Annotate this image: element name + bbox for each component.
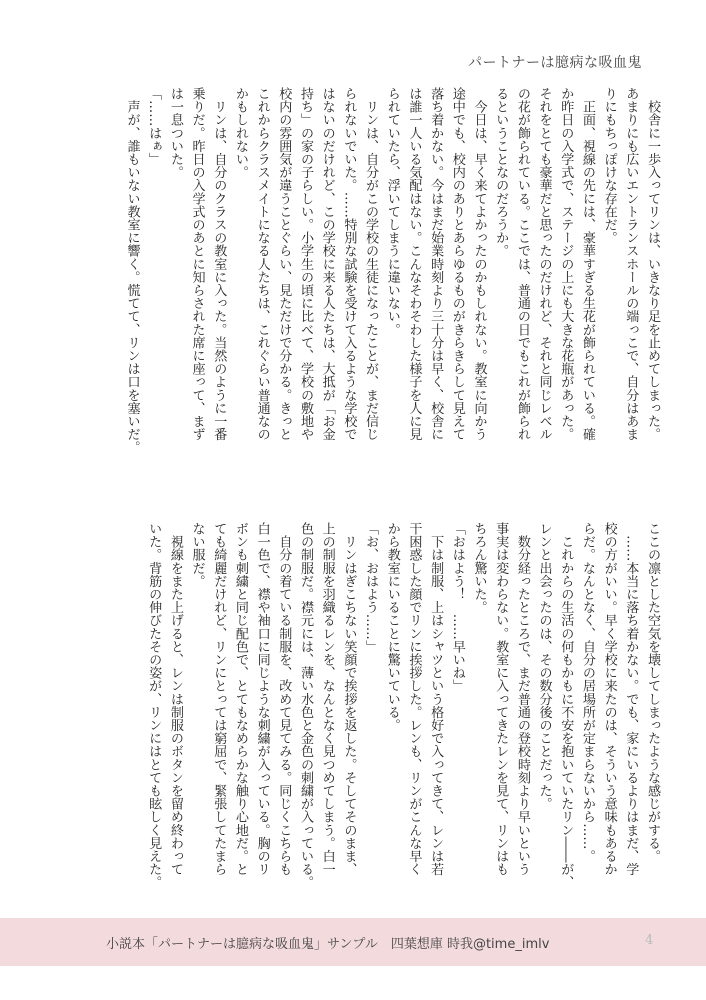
text-line: 校内の雰囲気が違うことぐらい、見ただけで分かる。きっと bbox=[276, 87, 292, 441]
text-line: ない服だ。 bbox=[189, 522, 205, 588]
text-line: 「おはよう！ ……早いね」 bbox=[449, 522, 465, 693]
text-line: るということなのだろうか。 bbox=[493, 87, 509, 258]
text-line: いた。背筋の伸びたその姿が、リンにはとても眩しく見えた。 bbox=[146, 522, 162, 889]
text-line: の花が飾られている。ここでは、普通の日でもこれが飾られ bbox=[514, 87, 530, 441]
text-line: か昨日の入学式で、ステージの上にも大きな花瓶があった。 bbox=[558, 87, 574, 441]
text-line: 白一色で、襟や袖口に同じような刺繍が入っている。胸のリ bbox=[254, 522, 270, 876]
text-line: 校の方がいい。早く学校に来たのは、そういう意味もあるか bbox=[601, 522, 617, 876]
text-line: らだ。なんとなく、自分の居場所が定まらないから……。 bbox=[579, 522, 595, 863]
text-line: それをとても豪華だと思ったのだけれど、それと同じレベル bbox=[536, 87, 552, 441]
text-line: 干困惑した顔でリンに挨拶した。レンも、リンがこんな早く bbox=[406, 522, 422, 876]
text-line: 視線をまた上げると、レンは制服のボタンを留め終わって bbox=[167, 522, 183, 876]
text-line: りにもちっぽけな存在だ。 bbox=[601, 87, 617, 245]
text-line: あまりにも広いエントランスホールの端っこで、自分はあま bbox=[623, 87, 639, 441]
text-line: 校舎に一歩入ってリンは、いきなり足を止めてしまった。 bbox=[645, 87, 660, 441]
text-line: 数分経ったところで、まだ普通の登校時刻より早いという bbox=[514, 522, 530, 876]
text-line: られないでいた。……特別な試験を受けて入るような学校で bbox=[341, 87, 357, 441]
text-line: ちろん驚いた。 bbox=[471, 522, 487, 614]
text-line: 上の制服を羽織るレンを、なんとなく見つめてしまう。白一 bbox=[319, 522, 335, 876]
text-line: リンはぎこちない笑顔で挨拶を返した。そしてそのまま、 bbox=[341, 522, 357, 876]
text-line: これからクラスメイトになる人たちは、これぐらい普通なの bbox=[254, 87, 270, 441]
text-line: 正面、視線の先には、豪華すぎる生花が飾られている。確 bbox=[579, 87, 595, 441]
text-line: から教室にいることに驚いている。 bbox=[384, 522, 400, 732]
text-line: これからの生活の何もかもに不安を抱いていたリン――が、 bbox=[558, 522, 574, 889]
text-line: 「お、おはよう……」 bbox=[363, 522, 379, 653]
footer-band bbox=[0, 918, 706, 966]
footer-credit: 小説本「パートナーは臆病な吸血鬼」サンプル 四葉想庫 時我@time_imlv bbox=[106, 937, 550, 952]
text-line: ……本当に落ち着かない。でも、家にいるよりはまだ、学 bbox=[623, 522, 639, 876]
text-line: 自分の着ている制服を、改めて見てみる。同じくこちらも bbox=[276, 522, 292, 876]
text-line: 色の制服だ。襟元には、薄い水色と金色の刺繍が入っている。 bbox=[298, 522, 313, 889]
text-line: はないのだけれど、この学校に来る人たちは、大抵が「お金 bbox=[319, 87, 335, 441]
text-block-upper bbox=[120, 87, 663, 477]
text-line: ボンも刺繍と同じ配色で、とてもなめらかな触り心地だ。と bbox=[232, 522, 248, 876]
text-line: かもしれない。 bbox=[232, 87, 248, 179]
text-line: 持ち」の家の子らしい。小学生の頃に比べて、学校の敷地や bbox=[298, 87, 313, 441]
text-line: 落ち着かない。今はまだ始業時刻より三十分は早く、校舎に bbox=[428, 87, 444, 441]
text-line: リンは、自分のクラスの教室に入った。当然のように一番 bbox=[211, 87, 227, 441]
text-line: レンと出会ったのは、その数分後のことだった。 bbox=[536, 522, 552, 811]
text-line: 事実は変わらない。教室に入ってきたレンを見て、リンはも bbox=[493, 522, 509, 876]
text-line: ても綺麗だけれど、リンにとっては窮屈で、緊張してたまら bbox=[211, 522, 227, 876]
text-line: 「……はぁ」 bbox=[146, 87, 162, 166]
running-title: パートナーは臆病な吸血鬼 bbox=[468, 55, 642, 71]
text-line: 声が、誰もいない教室に響く。慌てて、リンは口を塞いだ。 bbox=[124, 87, 140, 454]
text-line: 途中でも、校内のありとあらゆるものがきらきらして見えて bbox=[449, 87, 465, 441]
text-line: ここの凛とした空気を壊してしまったような感じがする。 bbox=[645, 522, 660, 863]
text-line: られていたら、浮いてしまうに違いない。 bbox=[384, 87, 400, 336]
text-line: リンは、自分がこの学校の生徒になったことが、まだ信じ bbox=[363, 87, 379, 441]
text-line: 乗りだ。昨日の入学式のあとに知らされた席に座って、まず bbox=[189, 87, 205, 441]
text-line: 下は制服、上はシャツという格好で入ってきて、レンは若 bbox=[428, 522, 444, 876]
page-number: 4 bbox=[645, 933, 654, 948]
text-line: 今日は、早く来てよかったのかもしれない。教室に向かう bbox=[471, 87, 487, 441]
text-block-lower bbox=[120, 522, 663, 892]
text-line: は誰一人いる気配はない。こんなそわそわした様子を人に見 bbox=[406, 87, 422, 441]
text-line: は一息ついた。 bbox=[167, 87, 183, 179]
